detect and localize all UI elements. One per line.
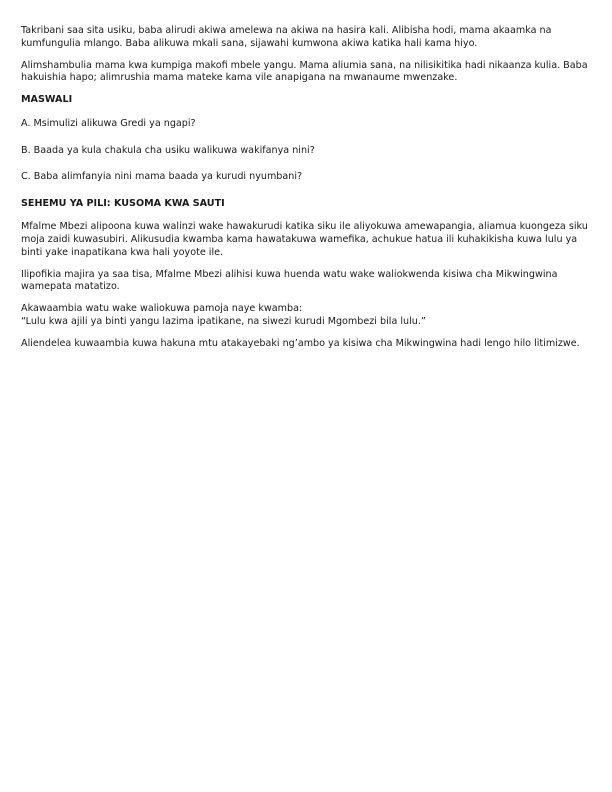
- question-c: C. Baba alimfanyia nini mama baada ya kurudi nyumbani?: [21, 171, 303, 183]
- question-a: A. Msimulizi alikuwa Gredi ya ngapi?: [21, 117, 196, 129]
- reading-paragraph-4: Aliendelea kuwaambia kuwa hakuna mtu atakayebaki ng’ambo ya kisiwa cha Mikwingwina hadi lengo hilo litimizwe.: [21, 338, 580, 349]
- story-paragraph-2: Alimshambulia mama kwa kumpiga makofi mbele yangu. Mama aliumia sana, na nilisikitika hadi nikaanza kulia. Baba hakuishia hapo; alimrushia mama mateke kama vile anapigana na mwanaume mwenzake.: [21, 59, 588, 84]
- reading-quote: “Lulu kwa ajili ya binti yangu lazima ipatikane, na siwezi kurudi Mgombezi bila lulu.”: [21, 315, 426, 327]
- section-two-heading: SEHEMU YA PILI: KUSOMA KWA SAUTI: [21, 197, 225, 209]
- story-paragraph-1: Takribani saa sita usiku, baba alirudi akiwa amelewa na akiwa na hasira kali. Alibisha hodi, mama akaamka na kumfungulia mlango. Baba alikuwa mkali sana, sijawahi kumwona akiwa katika hali kama hiyo.: [21, 25, 552, 49]
- reading-paragraph-3: [21, 303, 591, 328]
- reading-paragraph-1: Mfalme Mbezi alipoona kuwa walinzi wake hawakurudi katika siku ile aliyokuwa amewapangia, aliamua kuongeza siku moja zaidi kuwasubiri. Alikusudia kwamba kama hawatakuwa wamefika, achukue hatua ili kuhakikisha kuwa lulu ya binti yake inapatikana kwa hali yoyote ile.: [21, 221, 588, 258]
- reading-paragraph-3-intro: Akawaambia watu wake waliokuwa pamoja naye kwamba:: [21, 303, 303, 315]
- questions-heading: MASWALI: [21, 94, 73, 106]
- reading-paragraph-2: Ilipofikia majira ya saa tisa, Mfalme Mbezi alihisi kuwa huenda watu wake waliokwenda kisiwa cha Mikwingwina wamepata matatizo.: [21, 268, 558, 293]
- document-page: [21, 25, 591, 360]
- question-b: B. Baada ya kula chakula cha usiku walikuwa wakifanya nini?: [21, 144, 315, 156]
